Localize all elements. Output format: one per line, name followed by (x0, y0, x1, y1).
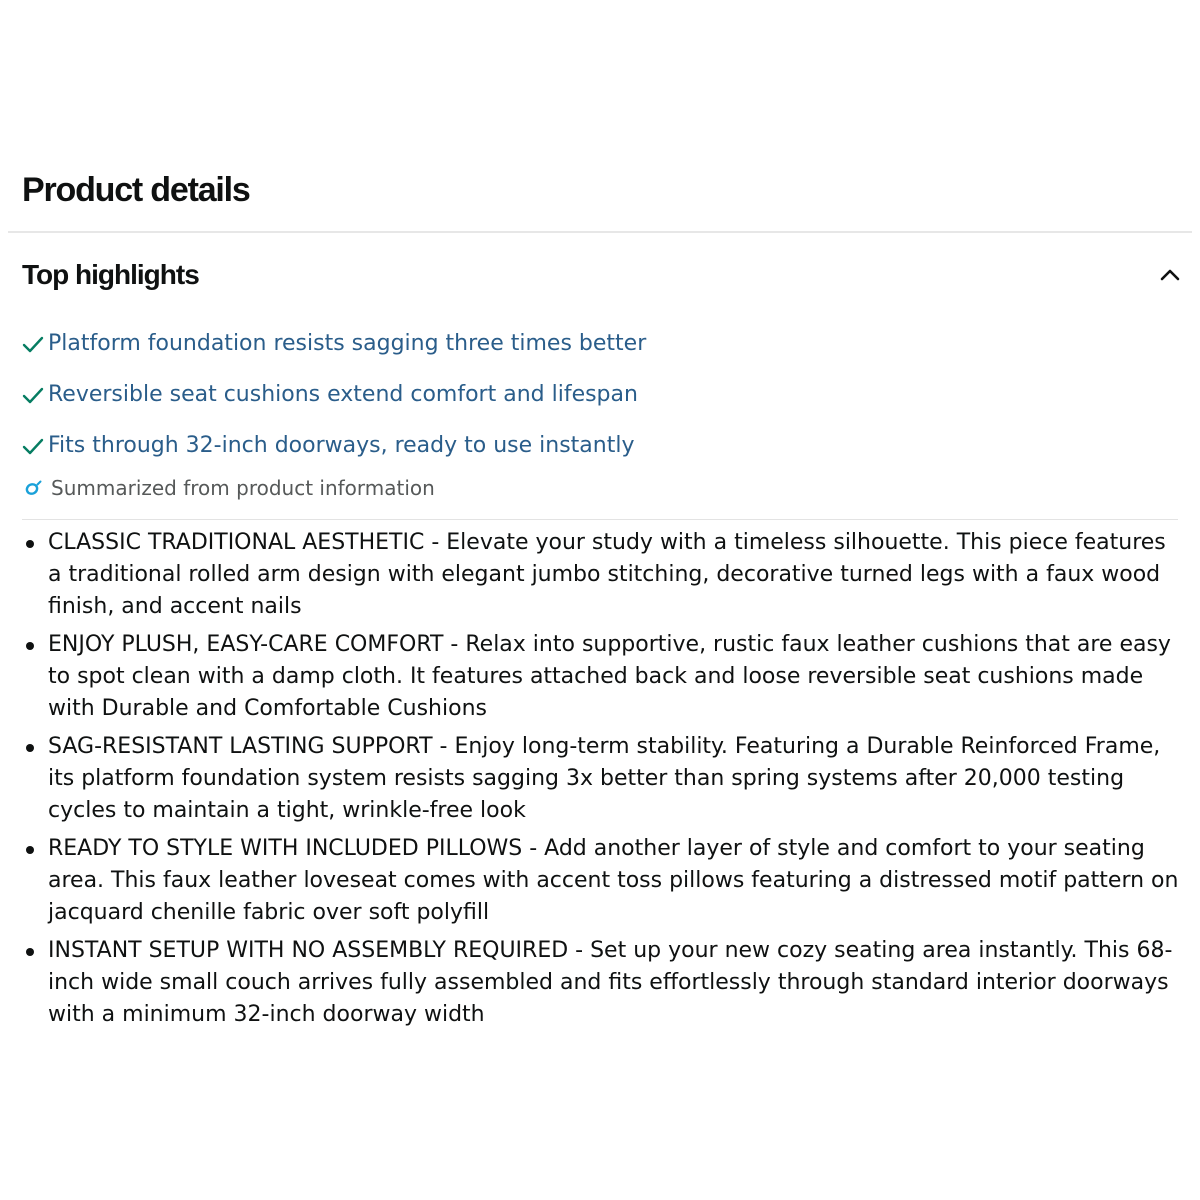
feature-bullet (22, 833, 1182, 929)
feature-bullet-list (22, 527, 1182, 1037)
feature-bullet-text: READY TO STYLE WITH INCLUDED PILLOWS - Add another layer of style and comfort to your seating area. This faux leather loveseat comes with accent toss pillows featuring a distressed motif pattern on jacquard chenille fabric over soft polyfill (48, 836, 1179, 925)
highlight-text: Fits through 32-inch doorways, ready to use instantly (48, 432, 635, 458)
highlight-item (20, 369, 646, 420)
section-divider (22, 519, 1178, 520)
check-icon (20, 382, 46, 408)
highlight-text: Platform foundation resists sagging three times better (48, 330, 647, 356)
feature-bullet (22, 527, 1182, 623)
page-title: Product details (22, 171, 250, 209)
bullet-dot (26, 744, 34, 752)
highlight-item (20, 420, 646, 471)
feature-bullet-text: INSTANT SETUP WITH NO ASSEMBLY REQUIRED - Set up your new cozy seating area instantly. This 68-inch wide small couch arrives fully assembled and fits effortlessly through standard interior doorways with a minimum 32-inch doorway width (48, 938, 1173, 1027)
feature-bullet-text: SAG-RESISTANT LASTING SUPPORT - Enjoy long-term stability. Featuring a Durable Reinforced Frame, its platform foundation system resists sagging 3x better than spring systems after 20,000 testing cycles to maintain a tight, wrinkle-free look (48, 734, 1161, 823)
section-divider (8, 231, 1192, 233)
highlights-header[interactable] (22, 255, 1188, 295)
feature-bullet (22, 629, 1182, 725)
bullet-dot (26, 642, 34, 650)
summary-text: Summarized from product information (51, 476, 435, 500)
feature-bullet-text: CLASSIC TRADITIONAL AESTHETIC - Elevate your study with a timeless silhouette. This piece features a traditional rolled arm design with elegant jumbo stitching, decorative turned legs with a faux wood finish, and accent nails (48, 530, 1166, 619)
feature-bullet (22, 935, 1182, 1031)
bullet-dot (26, 540, 34, 548)
highlight-text: Reversible seat cushions extend comfort and lifespan (48, 381, 638, 407)
highlight-list (20, 318, 646, 471)
feature-bullet (22, 731, 1182, 827)
check-icon (20, 331, 46, 357)
bullet-dot (26, 948, 34, 956)
bullet-dot (26, 846, 34, 854)
collapse-highlights-button[interactable] (1152, 257, 1188, 293)
feature-bullet-text: ENJOY PLUSH, EASY-CARE COMFORT - Relax into supportive, rustic faux leather cushions that are easy to spot clean with a damp cloth. It features attached back and loose reversible seat cushions made with Durable and Comfortable Cushions (48, 632, 1171, 721)
ai-sparkle-icon (22, 477, 44, 499)
check-icon (20, 433, 46, 459)
chevron-up-icon (1158, 263, 1182, 287)
ai-summary-note (22, 470, 435, 506)
highlights-title: Top highlights (22, 259, 199, 290)
highlight-item (20, 318, 646, 369)
